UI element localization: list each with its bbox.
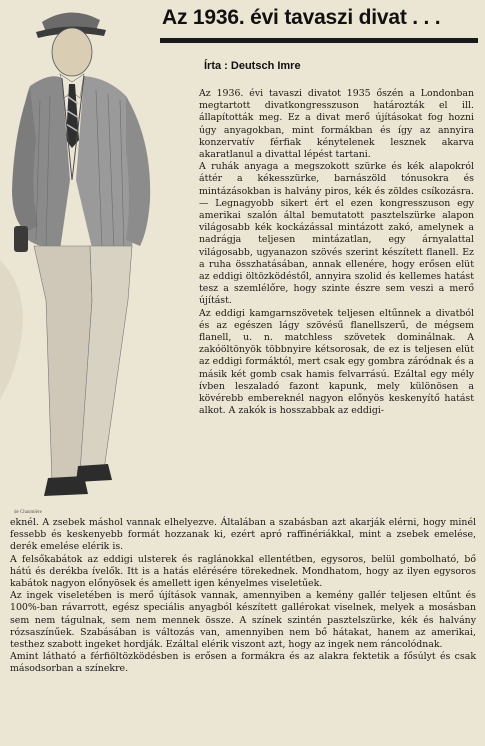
paragraph: Az 1936. évi tavaszi divatot 1935 őszén a Londonban megtartott divatkongresszuson határozták el ill. állapították meg. Ez a divat merő újításokat fog hozni úgy anyagokban, mint formákban és így az annyira konzervatív férfiak kénytelenek lesznek akarva akaratlanul a divattal lépést tartani. bbox=[199, 88, 474, 161]
paragraph: Az ingek viseletében is merő újítások vannak, amennyiben a kemény gallér teljesen eltűnt és 100%-ban rávarrott, egész speciális anyagból készített gallérokat viselnek, melyek a mosásban sem nem tágulnak, sem nem mennek össze. A színek szintén pasztelszürke, kék és halvány rózsaszínűek. Szabásában is változás van, amennyiben nem bő hátakat, hanem az amerikai, testhez szabott ingeket hordják. Ezáltal elérik viszont azt, hogy az ingek nem ráncolódnak. bbox=[10, 590, 476, 651]
paragraph: Amint látható a férfiöltözködésben is erősen a formákra és az alakra fektetik a fősúlyt és csak másodsorban a színekre. bbox=[10, 651, 476, 675]
paragraph: Az eddigi kamgarnszövetek teljesen eltűnnek a divatból és az egészen lágy szövésű flanellszerű, de mégsem flanell, u. n. matchless szövetek dominálnak. A zakóöltönyök többnyire kétsorosak, de ez is teljesen elüt az eddigi formáktól, mert csak egy gombra záródnak és a másik két gomb csak hamis felvarrású. Ezáltal egy mély ívben leszaladó fazont kapunk, mely különösen a kövérebb embereknél nagyon előnyös keskenyítő hatást alkot. A zakók is hosszabbak az eddigi- bbox=[199, 307, 474, 417]
article-full-width-text bbox=[10, 517, 476, 676]
paragraph: A ruhák anyaga a megszokott szürke és kék alapokról áttér a kékesszürke, barnászöld tónusokra és mintázásokban is halvány piros, kék és zöldes csíkozásra. — Legnagyobb sikert ért el ezen kongresszuson egy amerikai szalón által bemutatott pasztelszürke alapon világosabb kék kockázással mintázott zakó, amelynek a nadrágja teljesen mintázatlan, egy árnyalattal világosabb, ugyanazon szövés szerint készített flanell. Ez a ruha összhatásában, annak ellenére, hogy erősen elüt az eddigi öltözködéstől, annyira szolid és kellemes hatást tesz a szemlélőre, hogy szinte észre sem veszi a merő újítást. bbox=[199, 161, 474, 307]
paragraph: eknél. A zsebek máshol vannak elhelyezve. Általában a szabásban azt akarják elérni, hogy minél fessebb és keskenyebb formát hozzanak ki, ezért apró raffinériákkal, mint a zsebek emelése, derék emelése elérik is. bbox=[10, 517, 476, 553]
article-column-text bbox=[199, 88, 474, 417]
illustrator-signature: de Chaumière bbox=[14, 510, 42, 515]
article-title: Az 1936. évi tavaszi divat . . . bbox=[162, 6, 441, 29]
fashion-illustration-man-in-suit bbox=[0, 0, 190, 520]
title-underline-rule bbox=[160, 38, 478, 43]
paragraph: A felsőkabátok az eddigi ulsterek és raglánokkal ellentétben, egysoros, belül gombolható, bő hátú és derékba ívelők. Itt is a hatás elérésére törekednek. Mondhatom, hogy az ilyen egysoros kabátok nagyon előnyösek és amellett igen kényelmes viseletűek. bbox=[10, 553, 476, 590]
article-byline: Írta : Deutsch Imre bbox=[204, 60, 301, 72]
